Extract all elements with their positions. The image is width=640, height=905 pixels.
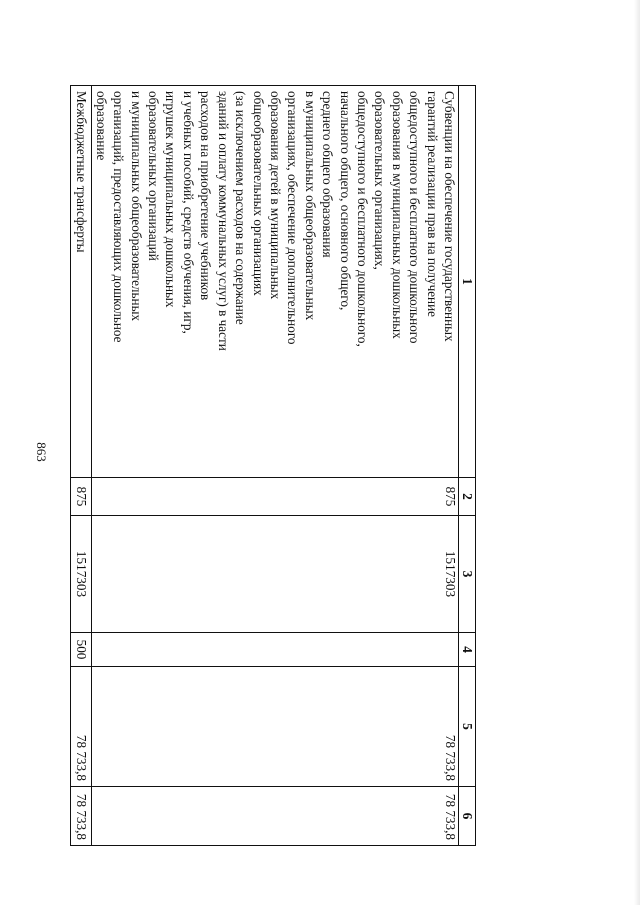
row-description: Субвенции на обеспечение государственных гарантий реализации прав на получение общедоступного и бесплатного дошкольного образования в муниципальных дошкольных образовательных организациях, общедоступного и бесплатного дошкольного, начального общего, основного общего, среднего общего образования в муниципальных общеобразовательных организациях, обеспечение дополнительного образования детей в муниципальных общеобразовательных организациях (за исключением расходов на содержание зданий и оплату коммунальных услуг) в части расходов на приобретение учебников и учебных пособий, средств обучения, игр, игрушек муниципальных дошкольных образовательных организаций и муниципальных общеобразовательных организаций, предоставляющих дошкольное образование — [92, 86, 459, 478]
cell-col-6: 78 733,8 — [71, 787, 92, 846]
cell-col-3: 1517303 — [92, 516, 459, 633]
cell-col-5: 78 733,8 — [71, 667, 92, 787]
row-description: Межбюджетные трансферты — [71, 86, 92, 478]
page-number: 863 — [34, 442, 49, 462]
header-col-5: 5 — [459, 667, 476, 787]
page-edge-shadow — [634, 0, 640, 905]
cell-col-6: 78 733,8 — [92, 787, 459, 846]
header-col-3: 3 — [459, 516, 476, 633]
header-col-4: 4 — [459, 633, 476, 667]
header-col-2: 2 — [459, 478, 476, 516]
table-header-row — [459, 86, 476, 846]
cell-col-4 — [92, 633, 459, 667]
table-row-subvention — [92, 86, 459, 846]
cell-col-4: 500 — [71, 633, 92, 667]
cell-col-3: 1517303 — [71, 516, 92, 633]
cell-col-5: 78 733,8 — [92, 667, 459, 787]
header-col-6: 6 — [459, 787, 476, 846]
header-col-1: 1 — [459, 86, 476, 478]
table-row-transfers — [71, 86, 92, 846]
budget-table — [70, 85, 476, 846]
cell-col-2: 875 — [71, 478, 92, 516]
budget-table-rotated — [74, 85, 476, 845]
cell-col-2: 875 — [92, 478, 459, 516]
